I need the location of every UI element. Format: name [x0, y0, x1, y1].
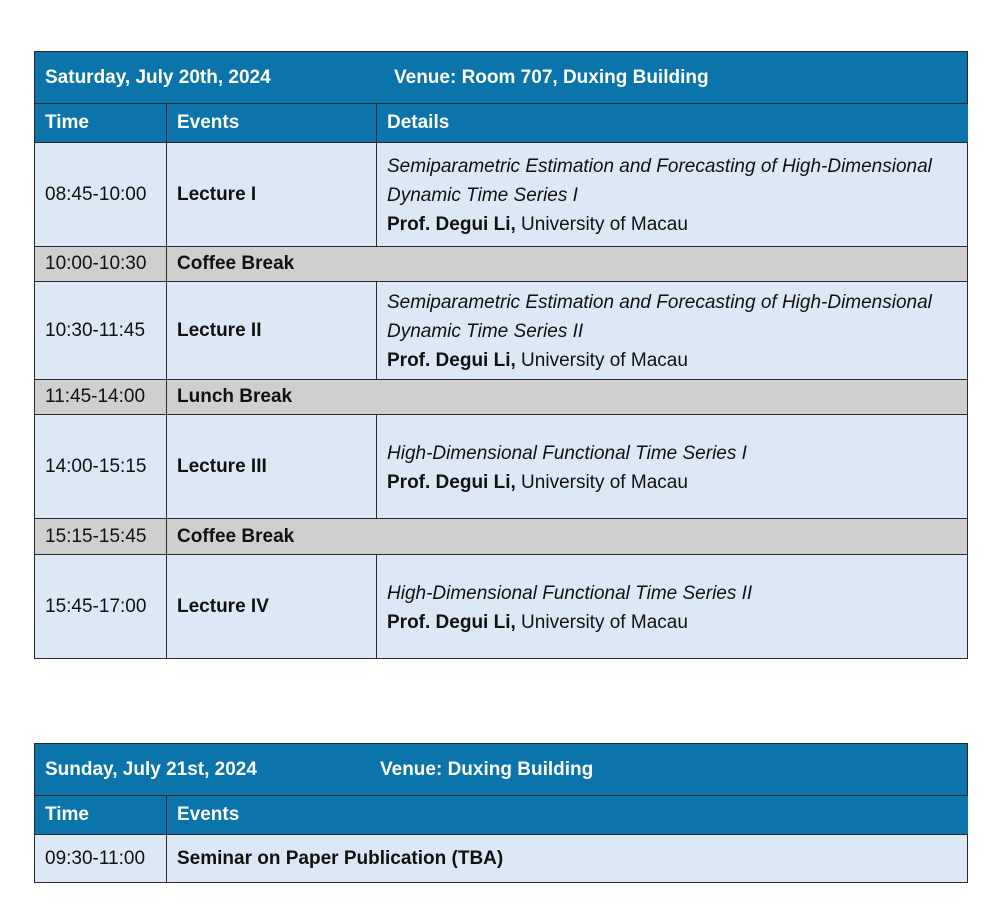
- lecture-title-line: Dynamic Time Series II: [387, 321, 584, 342]
- lecture-title-line: Semiparametric Estimation and Forecasting of High-Dimensional: [387, 156, 932, 177]
- sunday-date: Sunday, July 21st, 2024: [45, 758, 257, 780]
- column-header-details: Details: [377, 104, 968, 143]
- table-row: [35, 247, 968, 282]
- lecture-title: [387, 579, 957, 608]
- table-row: [35, 143, 968, 247]
- speaker-name: Prof. Degui Li,: [387, 611, 516, 633]
- lecture-title: [387, 439, 957, 468]
- speaker: [387, 213, 957, 237]
- sunday-column-headers: [35, 796, 968, 835]
- speaker-name: Prof. Degui Li,: [387, 214, 516, 235]
- lecture-title-line: Dynamic Time Series I: [387, 185, 578, 206]
- time-cell: 15:45-17:00: [35, 555, 167, 659]
- speaker-name: Prof. Degui Li,: [387, 350, 516, 371]
- speaker: [387, 611, 957, 635]
- sunday-header-row: [35, 744, 968, 796]
- speaker-affiliation: University of Macau: [515, 471, 688, 493]
- speaker: [387, 349, 957, 373]
- details-cell: [377, 143, 968, 247]
- saturday-date: Saturday, July 20th, 2024: [45, 66, 271, 88]
- time-cell: 09:30-11:00: [35, 835, 167, 883]
- column-header-events: Events: [167, 796, 968, 835]
- event-cell: Lecture III: [167, 415, 377, 519]
- sunday-schedule-table: [34, 743, 968, 883]
- column-header-events: Events: [167, 104, 377, 143]
- column-header-time: Time: [35, 104, 167, 143]
- saturday-column-headers: [35, 104, 968, 143]
- details-cell: [377, 415, 968, 519]
- table-row: [35, 519, 968, 555]
- table-row: [35, 415, 968, 519]
- speaker: [387, 471, 957, 495]
- time-cell: 08:45-10:00: [35, 143, 167, 247]
- event-cell: Coffee Break: [167, 519, 968, 555]
- lecture-title-line: Semiparametric Estimation and Forecasting of High-Dimensional: [387, 292, 932, 313]
- time-cell: 10:00-10:30: [35, 247, 167, 282]
- table-row: [35, 380, 968, 415]
- speaker-name: Prof. Degui Li,: [387, 471, 516, 493]
- event-cell: Lecture II: [167, 282, 377, 380]
- table-row: [35, 282, 968, 380]
- speaker-affiliation: University of Macau: [515, 350, 688, 371]
- lecture-title: [387, 152, 957, 210]
- speaker-affiliation: University of Macau: [515, 611, 688, 633]
- time-cell: 10:30-11:45: [35, 282, 167, 380]
- event-cell: Seminar on Paper Publication (TBA): [167, 835, 968, 883]
- lecture-title: [387, 288, 957, 346]
- saturday-venue: Venue: Room 707, Duxing Building: [394, 66, 709, 88]
- column-header-time: Time: [35, 796, 167, 835]
- details-cell: [377, 555, 968, 659]
- event-cell: Coffee Break: [167, 247, 968, 282]
- event-cell: Lunch Break: [167, 380, 968, 415]
- time-cell: 15:15-15:45: [35, 519, 167, 555]
- lecture-title-line: High-Dimensional Functional Time Series I: [387, 442, 747, 464]
- sunday-venue: Venue: Duxing Building: [380, 758, 594, 780]
- table-row: [35, 555, 968, 659]
- saturday-schedule-table: [34, 51, 968, 659]
- sunday-header-cell: [35, 744, 968, 796]
- table-row: [35, 835, 968, 883]
- speaker-affiliation: University of Macau: [515, 214, 688, 235]
- saturday-header-row: [35, 52, 968, 104]
- time-cell: 14:00-15:15: [35, 415, 167, 519]
- time-cell: 11:45-14:00: [35, 380, 167, 415]
- event-cell: Lecture I: [167, 143, 377, 247]
- details-cell: [377, 282, 968, 380]
- event-cell: Lecture IV: [167, 555, 377, 659]
- lecture-title-line: High-Dimensional Functional Time Series II: [387, 582, 753, 604]
- saturday-header-cell: [35, 52, 968, 104]
